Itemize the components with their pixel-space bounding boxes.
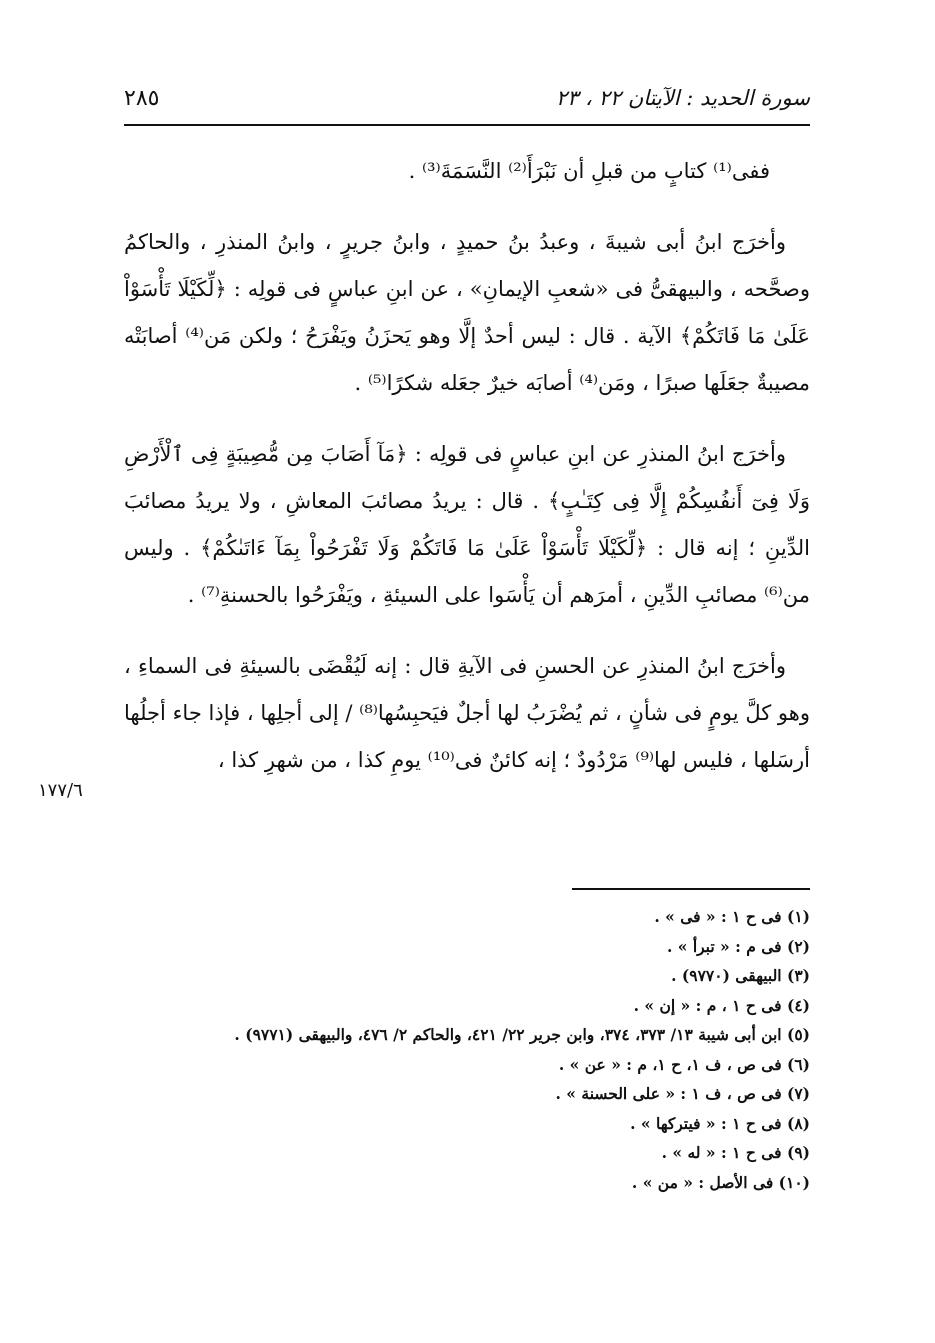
- paragraph: ففى⁽¹⁾ كتابٍ من قبلِ أن نَبْرَأَ⁽²⁾ النَّسَمَةَ⁽³⁾ .: [408, 159, 770, 183]
- footnotes: [124, 902, 810, 1197]
- margin-volume-page-note: ١٧٧/٦: [38, 780, 83, 801]
- paragraph: وأخرَج ابنُ أبى شيبةَ ، وعبدُ بنُ حميدٍ ، وابنُ جريرٍ ، وابنُ المنذرِ ، والحاكمُ وصحَّحه ، والبيهقىُّ فى «شعبِ الإيمانِ» ، عن ابنِ عباسٍ فى قولِه : ﴿لِّكَيْلَا تَأْسَوْاْ عَلَىٰ مَا فَاتَكُمْ﴾ الآية . قال : ليس أحدٌ إلَّا وهو يَحزَنُ ويَفْرَحُ ؛ ولكن مَن⁽⁴⁾ أصابَتْه مصيبةٌ جعَلَها صبرًا ، ومَن⁽⁴⁾ أصابَه خيرٌ جعَله شكرًا⁽⁵⁾ .: [124, 230, 811, 395]
- paragraph: وأخرَج ابنُ المنذرِ عن الحسنِ فى الآيةِ قال : إنه لَيُقْضَى بالسيئةِ فى السماءِ ، وهو كلَّ يومٍ فى شأنٍ ، ثم يُضْرَبُ لها أجلٌ فيَحبِسُها⁽⁸⁾ / إلى أجلِها ، فإذا جاء أجلُها أرسَلها ، فليس لها⁽⁹⁾ مَرْدُودٌ ؛ إنه كائنٌ فى⁽¹⁰⁾ يومِ كذا ، من شهرِ كذا ،: [124, 654, 810, 772]
- page-number: ٢٨٥: [124, 85, 160, 111]
- footnote: (٧) فى ص ، ف ١ : « على الحسنة » .: [555, 1084, 810, 1103]
- footnote: (٦) فى ص ، ف ١، ح ١، م : « عن » .: [558, 1054, 810, 1074]
- footnote: (٥) ابن أبى شيبة ١٣/ ٣٧٣، ٣٧٤، وابن جرير ٢٢/ ٤٢١، والحاكم ٢/ ٤٧٦، والبيهقى (٩٧٧١) .: [234, 1025, 810, 1044]
- header-rule: [124, 124, 810, 126]
- running-title: سورة الحديد : الآيتان ٢٢ ، ٢٣: [555, 86, 810, 110]
- footnote: (١٠) فى الأصل : « من » .: [631, 1172, 810, 1192]
- footnote: (٤) فى ح ١ ، م : « إن » .: [633, 995, 810, 1015]
- footnote: (١) فى ح ١ : « فى » .: [654, 907, 810, 926]
- footnote-rule: [572, 888, 810, 890]
- footnote: (٩) فى ح ١ : « له » .: [661, 1143, 810, 1162]
- footnote: (٣) البيهقى (٩٧٧٠) .: [671, 966, 810, 985]
- page-header: [124, 78, 810, 118]
- footnote: (٢) فى م : « تبرأ » .: [666, 936, 810, 956]
- footnote: (٨) فى ح ١ : « فيتركها » .: [630, 1113, 810, 1133]
- main-text: [124, 148, 810, 808]
- paragraph: وأخرَج ابنُ المنذرِ عن ابنِ عباسٍ فى قولِه : ﴿مَآ أَصَابَ مِن مُّصِيبَةٍ فِى ٱلْأَرْضِ وَلَا فِىٓ أَنفُسِكُمْ إِلَّا فِى كِتَـٰبٍ﴾ . قال : يريدُ مصائبَ المعاشِ ، ولا يريدُ مصائبَ الدِّينِ ؛ إنه قال : ﴿لِّكَيْلَا تَأْسَوْاْ عَلَىٰ مَا فَاتَكُمْ وَلَا تَفْرَحُواْ بِمَآ ءَاتَىٰكُمْ﴾ . وليس من⁽⁶⁾ مصائبِ الدِّينِ ، أمرَهم أن يَأْسَوا على السيئةِ ، ويَفْرَحُوا بالحسنةِ⁽⁷⁾ .: [124, 442, 810, 607]
